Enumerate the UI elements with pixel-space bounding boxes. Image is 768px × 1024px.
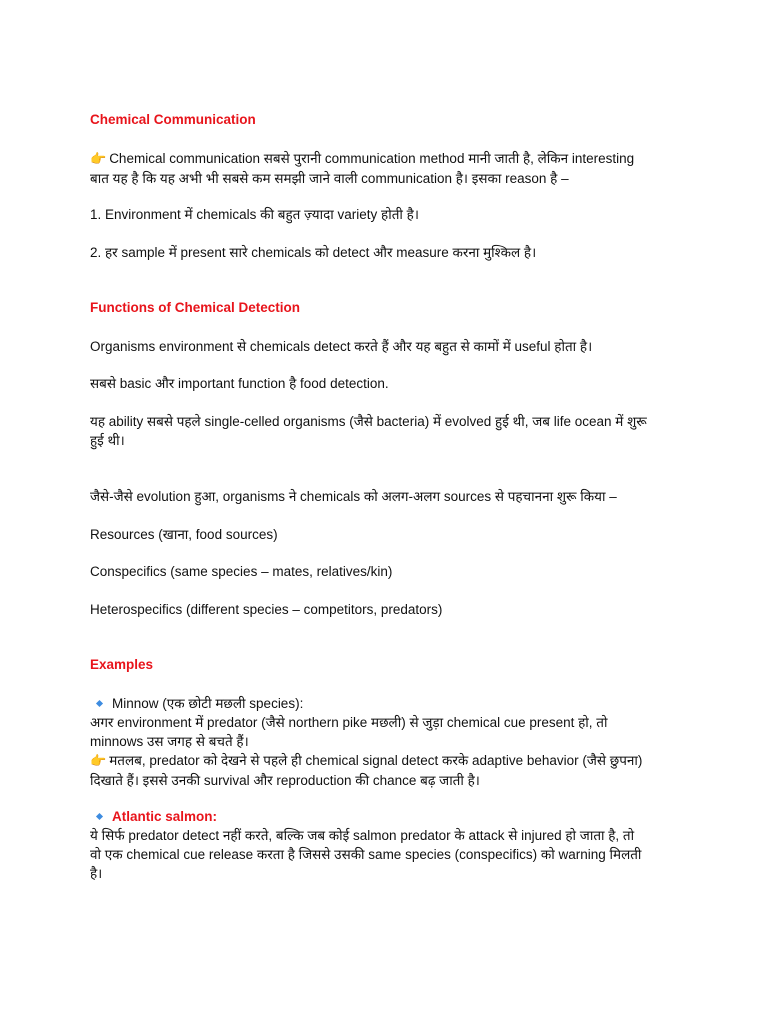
blue-diamond-icon xyxy=(96,700,103,707)
example-salmon xyxy=(90,807,678,883)
list-item-resources: Resources (खाना, food sources) xyxy=(90,527,278,542)
minnow-title: Minnow (एक छोटी मछली species): xyxy=(112,696,304,711)
functions-paragraph-3-line-1: यह ability सबसे पहले single-celled organisms (जैसे bacteria) में evolved हुई थी, जब life ocean में शुरू xyxy=(90,414,647,429)
salmon-title: Atlantic salmon: xyxy=(112,809,218,824)
blue-diamond-icon xyxy=(96,813,103,820)
minnow-line-2: minnows उस जगह से बचते हैं। xyxy=(90,734,249,749)
minnow-line-4: दिखाते हैं। इससे उनकी survival और reproduction की chance बढ़ जाती है। xyxy=(90,773,480,788)
heading-functions: Functions of Chemical Detection xyxy=(90,300,301,315)
intro-line-2: बात यह है कि यह अभी भी सबसे कम समझी जाने वाली communication है। इसका reason है – xyxy=(90,171,569,186)
list-item-conspecifics: Conspecifics (same species – mates, relatives/kin) xyxy=(90,564,393,579)
intro-paragraph xyxy=(90,149,678,188)
functions-paragraph-3-line-2: हुई थी। xyxy=(90,433,125,448)
intro-line-1: Chemical communication सबसे पुरानी communication method मानी जाती है, लेकिन interesting xyxy=(109,151,635,166)
point-2: 2. हर sample में present सारे chemicals को detect और measure करना मुश्किल है। xyxy=(90,245,537,260)
functions-paragraph-4: जैसे-जैसे evolution हुआ, organisms ने chemicals को अलग-अलग sources से पहचानना शुरू किया – xyxy=(90,489,617,504)
functions-paragraph-3 xyxy=(90,412,678,450)
functions-paragraph-2: सबसे basic और important function है food detection. xyxy=(90,376,389,391)
salmon-line-1: ये सिर्फ predator detect नहीं करते, बल्कि जब कोई salmon predator के attack से injured हो जाता है, तो xyxy=(90,828,635,843)
example-minnow xyxy=(90,694,678,790)
salmon-line-3: है। xyxy=(90,866,103,881)
heading-examples: Examples xyxy=(90,657,154,672)
pointing-hand-icon: 👉 xyxy=(90,754,107,769)
list-item-heterospecifics: Heterospecifics (different species – competitors, predators) xyxy=(90,602,443,617)
minnow-line-3: मतलब, predator को देखने से पहले ही chemical signal detect करके adaptive behavior (जैसे छुपना) xyxy=(109,753,643,768)
functions-paragraph-1: Organisms environment से chemicals detect करते हैं और यह बहुत से कामों में useful होता है। xyxy=(90,339,593,354)
pointing-hand-icon: 👉 xyxy=(90,152,107,167)
heading-chemical-communication: Chemical Communication xyxy=(90,112,256,127)
salmon-line-2: वो एक chemical cue release करता है जिससे उसकी same species (conspecifics) को warning मिलती xyxy=(90,847,642,862)
minnow-line-1: अगर environment में predator (जैसे northern pike मछली) से जुड़ा chemical cue present हो, तो xyxy=(90,715,608,730)
point-1: 1. Environment में chemicals की बहुत ज़्यादा variety होती है। xyxy=(90,207,419,222)
